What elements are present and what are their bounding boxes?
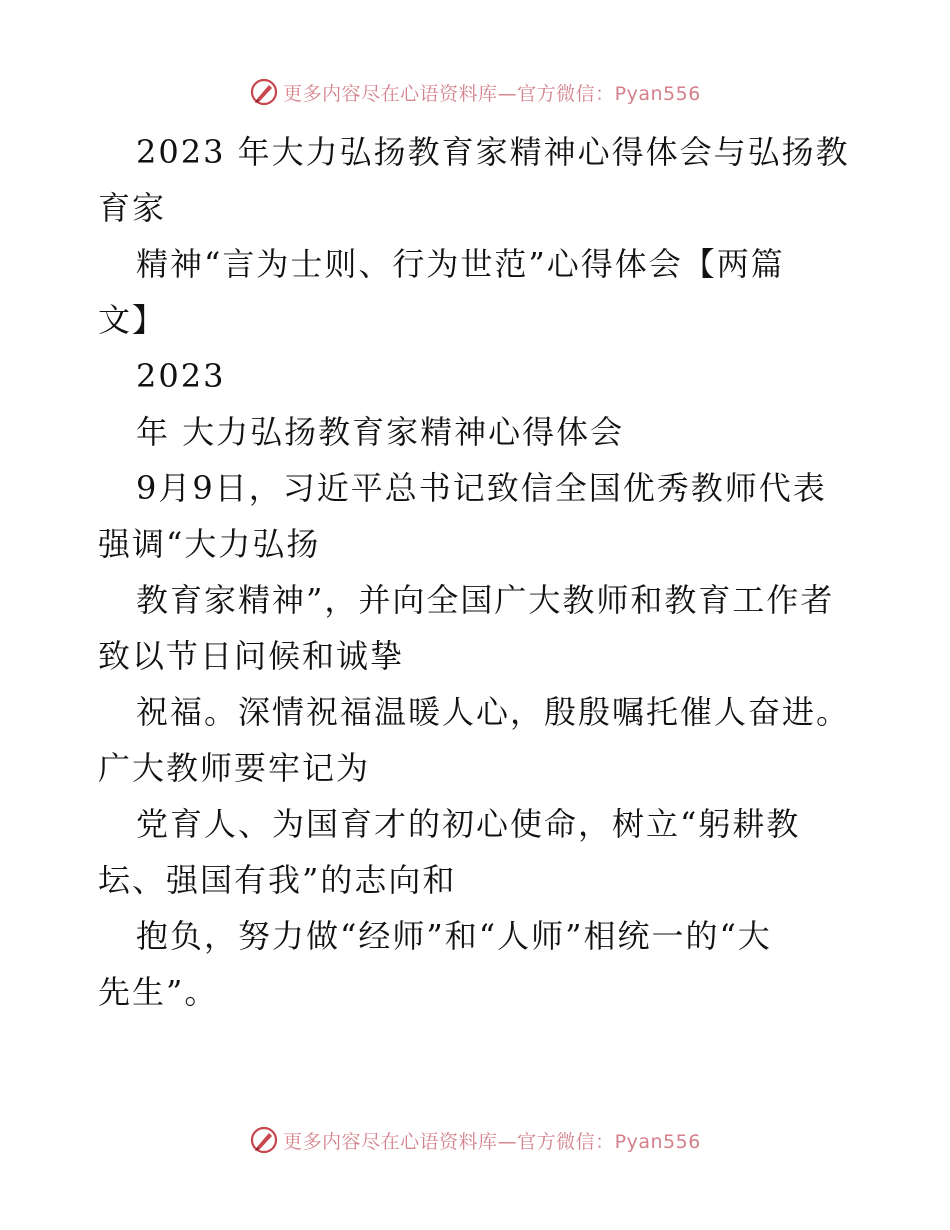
paragraph-line: 9月9日，习近平总书记致信全国优秀教师代表: [136, 469, 827, 507]
section-year: 2023: [136, 357, 226, 395]
watermark-text: 更多内容尽在心语资料库—官方微信：Pyan556: [283, 82, 701, 105]
title-line-1: 2023 年大力弘扬教育家精神心得体会与弘扬教: [136, 133, 850, 171]
header-watermark: [0, 72, 950, 112]
paragraph-line: 抱负，努力做“经师”和“人师”相统一的“大: [136, 917, 772, 955]
paragraph-line: 致以节日问候和诚挚: [98, 637, 405, 675]
paragraph-line: 祝福。深情祝福温暖人心，殷殷嘱托催人奋进。: [136, 693, 851, 731]
title-line-2: 育家: [98, 189, 167, 227]
watermark-text: 更多内容尽在心语资料库—官方微信：Pyan556: [283, 1130, 701, 1153]
document-body: [98, 124, 858, 1020]
footer-watermark: [0, 1120, 950, 1160]
paragraph-line: 广大教师要牢记为: [98, 749, 371, 787]
paragraph-line: 党育人、为国育才的初心使命，树立“躬耕教: [136, 805, 801, 843]
title-line-3: 精神“言为士则、行为世范”心得体会【两篇: [136, 245, 785, 283]
paragraph-line: 坛、强国有我”的志向和: [98, 861, 457, 899]
title-line-4: 文】: [98, 301, 167, 339]
pen-logo-icon: [249, 1125, 279, 1155]
paragraph-line: 强调“大力弘扬: [98, 525, 321, 563]
pen-logo-icon: [249, 77, 279, 107]
paragraph-line: 先生”。: [98, 973, 219, 1011]
section-heading: 年 大力弘扬教育家精神心得体会: [136, 413, 625, 451]
paragraph-line: 教育家精神”，并向全国广大教师和教育工作者: [136, 581, 835, 619]
